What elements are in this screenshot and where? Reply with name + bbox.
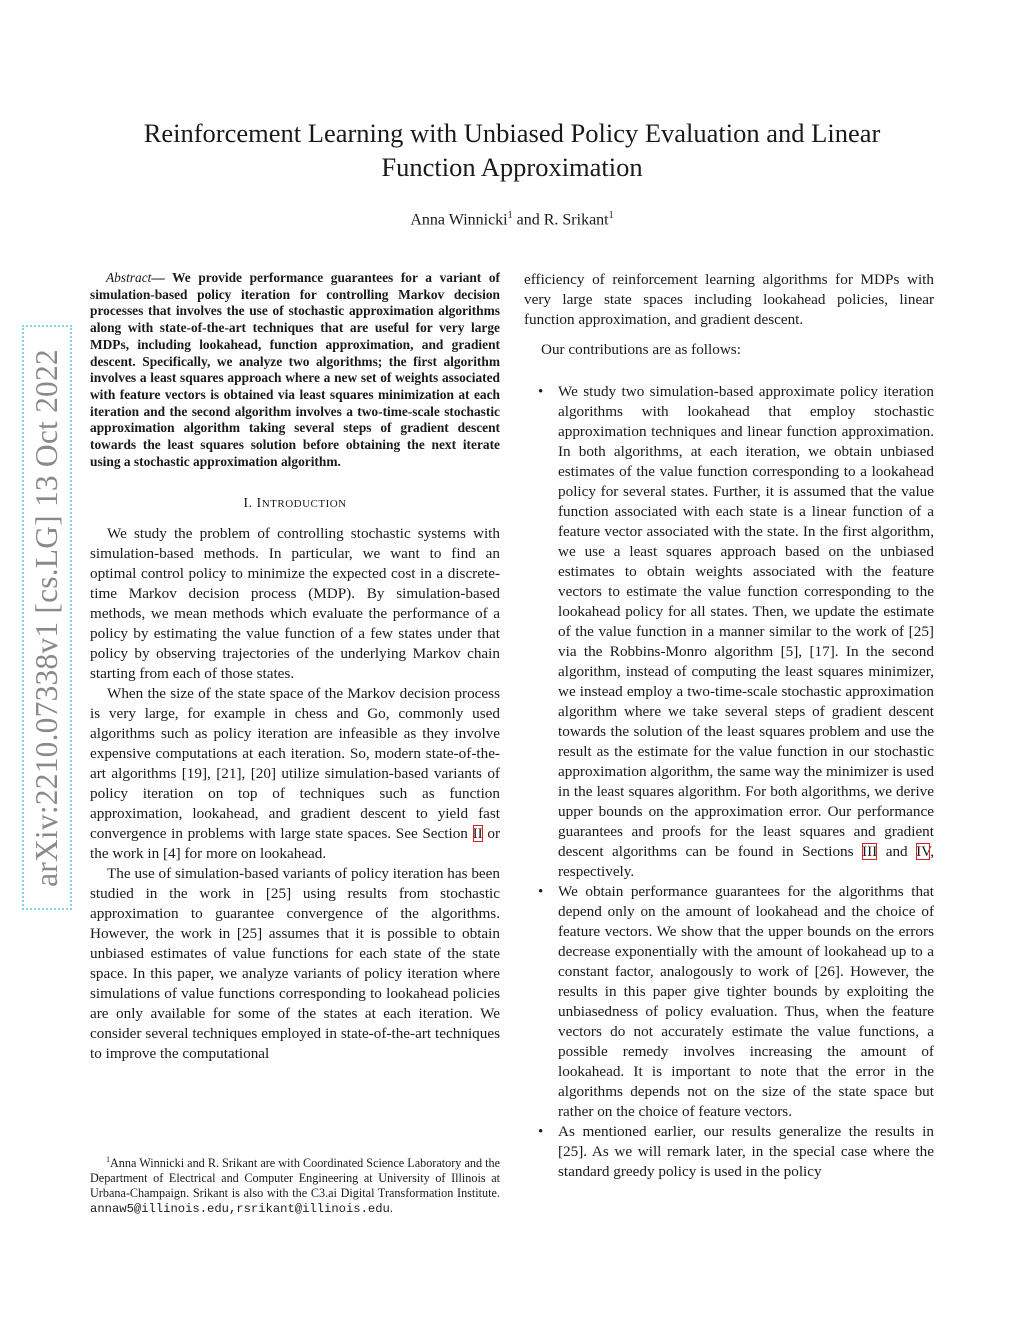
arxiv-id: arXiv:2210.07338v1 [cs.LG] 13 Oct 2022 [29,348,64,887]
author-2: and R. Srikant [516,211,609,229]
author-1: Anna Winnicki [410,211,508,229]
bullet-icon: • [538,384,544,400]
section-ref-link[interactable]: III [862,843,878,860]
intro-p2-text-b: or the work in [4] for more on lookahead. [90,825,500,863]
section-title-first: I [256,496,262,512]
paper-title [100,116,924,184]
bullet-icon: • [538,884,544,900]
contributions-list [524,382,934,1182]
list-item [524,382,934,882]
contribution-3-text: As mentioned earlier, our results generalize the results in [25]. As we will remark later, in the special case where the standard greedy policy is used in the policy [558,1123,934,1180]
list-item [524,882,934,1122]
footnote [90,1152,500,1217]
intro-p2-text-a: When the size of the state space of the Markov decision process is very large, for example in chess and Go, commonly used algorithms such as policy iteration are infeasible as they involve expensive computations at each iteration. So, modern state-of-the-art algorithms [19], [21], [20] utilize simulation-based variants of policy iteration on top of techniques such as function approximation, lookahead, and gradient descent to yield fast convergence in problems with large state spaces. See Section [90,685,500,843]
contribution-1-and: and [877,843,917,860]
title-line-1: Reinforcement Learning with Unbiased Policy Evaluation and Linear [143,118,881,148]
intro-paragraph-2 [90,684,500,864]
contribution-1-text-b: , respectively. [558,843,934,880]
bullet-icon: • [538,1124,544,1140]
footnote-period: . [389,1201,393,1216]
abstract [90,270,500,470]
abstract-dash: — [151,270,165,285]
intro-paragraph-3: The use of simulation-based variants of policy iteration has been studied in the work in [25] using results from stochastic approximation to guarantee convergence of the algorithms. However, the work in [25] assumes that it is possible to obtain unbiased estimates of value functions for each state of the state space. In this paper, we analyze variants of policy iteration where simulations of value functions corresponding to lookahead policies are only available for some of the states at each iteration. We consider several techniques employed in state-of-the-art techniques to improve the computational [90,865,500,1063]
contribution-2-text: We obtain performance guarantees for the algorithms that depend only on the amount of lookahead and the choice of feature vectors. We show that the upper bounds on the errors decrease exponentially with the amount of lookahead up to a constant factor, analogously to work of [26]. However, the results in this paper give tighter bounds by exploiting the unbiasedness of policy evaluation. Thus, when the feature vectors do not accurately estimate the value functions, a possible remedy involves increasing the amount of lookahead. It is important to note that the error in the algorithms depends not on the size of the state space but rather on the choice of feature vectors. [558,883,934,1120]
section-heading-introduction [90,494,500,514]
right-column [524,270,934,1182]
contribution-1-text-a: We study two simulation-based approximate policy iteration algorithms with lookahead that employ stochastic approximation techniques and linear function approximation. In both algorithms, at each iteration, we obtain unbiased estimates of the value function corresponding to a lookahead policy for several states. Further, it is assumed that the value function associated with each state is a linear function of a feature vector associated with the state. In the first algorithm, we use a least squares approach based on the unbiased estimates to obtain weights associated with the feature vectors to estimate the value function corresponding to the lookahead policy for all states. Then, we update the estimate of the value function in a manner similar to the work of [25] via the Robbins-Monro algorithm [5], [17]. In the second algorithm, instead of computing the least squares minimizer, we instead employ a two-time-scale stochastic approximation algorithm where we take several steps of gradient descent towards the solution of the least squares problem and use the result as the estimate for the value function in our stochastic approximation algorithm, the same way the minimizer is used in the least squares algorithm. For both algorithms, we derive upper bounds on the approximation error. Our performance guarantees and proofs for the least squares and gradient descent algorithms can be found in Sections [558,383,934,860]
left-column [90,270,500,1064]
section-ref-link[interactable]: IV [916,843,931,860]
section-ref-link[interactable]: II [472,825,483,843]
title-line-2: Function Approximation [381,152,643,182]
intro-paragraph-3-continued: efficiency of reinforcement learning algorithms for MDPs with very large state spaces including lookahead policies, linear function approximation, and gradient descent. [524,271,934,328]
arxiv-stamp [22,325,72,910]
authors [100,210,924,229]
abstract-text: We provide performance guarantees for a variant of simulation-based policy iteration for controlling Markov decision processes that involves the use of stochastic approximation algorithms along with state-of-the-art techniques that are useful for very large MDPs, including lookahead, function approximation, and gradient descent. Specifically, we analyze two algorithms; the first algorithm involves a least squares approach where a new set of weights associated with feature vectors is obtained via least squares minimization at each iteration and the second algorithm involves a two-time-scale stochastic approximation algorithm taking several steps of gradient descent towards the least squares solution before obtaining the next iterate using a stochastic approximation algorithm. [90,270,500,469]
section-numeral: I. [243,496,253,512]
author-1-mark: 1 [507,210,513,221]
author-2-mark: 1 [608,210,614,221]
footnote-text: Anna Winnicki and R. Srikant are with Coordinated Science Laboratory and the Department of Electrical and Computer Engineering at University of Illinois at Urbana-Champaign. Srikant is also with the C3.ai Digital Transformation Institute. [90,1156,500,1201]
footnote-mark: 1 [106,1155,110,1164]
intro-paragraph-1: We study the problem of controlling stochastic systems with simulation-based methods. In particular, we want to find an optimal control policy to minimize the expected cost in a discrete-time Markov decision process (MDP). By simulation-based methods, we mean methods which evaluate the performance of a policy by estimating the value function of a few states under that policy by observing trajectories of the underlying Markov chain starting from each of those states. [90,525,500,683]
abstract-label: Abstract [106,270,152,285]
contributions-intro: Our contributions are as follows: [541,341,741,358]
footnote-emails[interactable]: annaw5@illinois.edu,rsrikant@illinois.edu [90,1202,390,1217]
section-title-rest: NTRODUCTION [261,498,347,511]
list-item [524,1122,934,1182]
